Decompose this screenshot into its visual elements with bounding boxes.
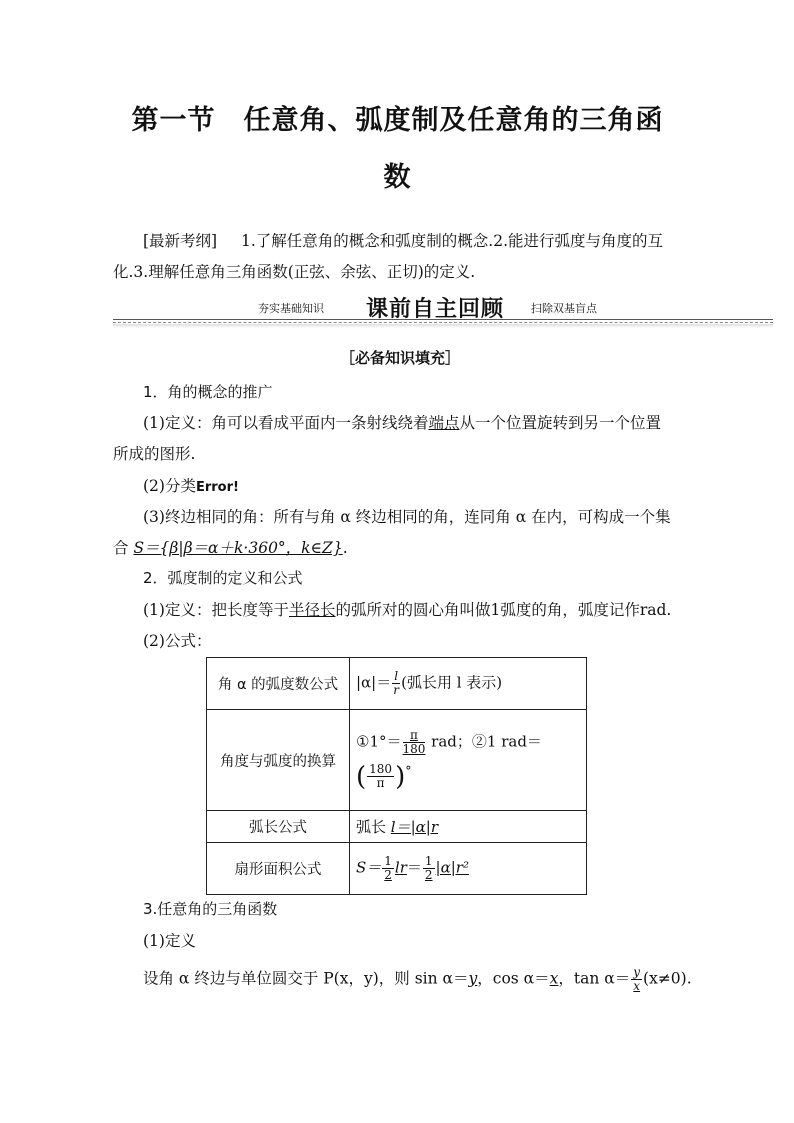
s1-class-error: Error! [195, 480, 239, 495]
s2-def-pre: (1)定义：把长度等于 [143, 601, 289, 619]
s3-definition [143, 966, 692, 993]
frac-num: 1 [384, 854, 392, 868]
table-row [207, 658, 587, 710]
table-row [207, 811, 587, 843]
r3-pre: 弧长 [356, 818, 391, 836]
fraction [403, 729, 426, 756]
frac-num: y [633, 965, 641, 979]
r1-pre: |α|＝ [356, 673, 392, 692]
page-title: 第一节 任意角、弧度制及任意角的三角函 [131, 105, 664, 136]
r1-post: (弧长用 l 表示) [401, 673, 503, 692]
s3-heading: 3.任意角的三角函数 [143, 900, 278, 918]
banner-shadow [113, 324, 773, 328]
r2-a: ①1°＝ [356, 732, 402, 750]
s2-definition [143, 598, 671, 620]
s1-coterm-set: S＝{β|β＝α＋k·360°，k∈Z} [133, 539, 343, 557]
outline-tag: [最新考纲] [143, 232, 218, 250]
s3-subheading: (1)定义 [143, 932, 196, 950]
banner-left: 夯实基础知识 [258, 302, 324, 315]
banner-rule [113, 319, 773, 320]
s3-sin-answer: y [468, 969, 478, 988]
s2-heading: 2．弧度制的定义和公式 [143, 569, 303, 587]
fraction [423, 855, 435, 882]
s1-coterminal-line1: (3)终边相同的角：所有与角 α 终边相同的角，连同角 α 在内，可构成一个集 [143, 508, 671, 526]
frac-num: 1 [424, 854, 433, 868]
frac-den: 180 [402, 741, 426, 756]
table-row-value [350, 811, 587, 843]
fraction [367, 763, 394, 790]
table-row-label: 弧长公式 [207, 811, 350, 843]
frac-den: r [393, 683, 400, 697]
table-row-label: 扇形面积公式 [207, 843, 350, 895]
frac-den: 2 [384, 868, 392, 882]
r3-answer: l＝|α|r [390, 818, 438, 836]
s1-definition [143, 411, 661, 433]
s1-def-pre: (1)定义：角可以看成平面内一条射线绕着 [143, 414, 429, 432]
section-heading: ［必备知识填充］ [340, 349, 461, 367]
s1-heading: 1．角的概念的推广 [143, 383, 273, 401]
s3-c: ，tan α＝ [558, 969, 631, 988]
s1-coterm-post: . [342, 539, 348, 557]
fraction [382, 855, 394, 882]
frac-num: 180 [369, 762, 393, 776]
s1-definition-line2: 所成的图形. [113, 445, 196, 463]
s2-def-post: 的弧所对的圆心角叫做1弧度的角，弧度记作rad. [335, 601, 672, 619]
s1-def-post: 从一个位置旋转到另一个位置 [459, 414, 661, 432]
s2-def-answer: 半径长 [288, 601, 336, 619]
s1-def-answer: 端点 [428, 414, 460, 432]
s2-formula-label: (2)公式： [143, 632, 212, 650]
banner-title: 课前自主回顾 [366, 297, 505, 322]
r4-eq: ＝ [406, 858, 422, 877]
paren-left: ( [356, 761, 367, 792]
table-row [207, 710, 587, 811]
s3-b: ，cos α＝ [477, 969, 550, 988]
table-row-value [350, 658, 587, 710]
table-row-label: 角 α 的弧度数公式 [207, 658, 350, 710]
s3-d: (x≠0). [643, 969, 692, 988]
frac-den: x [633, 979, 641, 993]
table-row-label: 角度与弧度的换算 [207, 710, 350, 811]
s3-cos-answer: x [549, 969, 559, 988]
formula-table [206, 657, 587, 895]
s1-classification [143, 474, 239, 496]
s1-coterminal-line2 [113, 536, 348, 558]
fraction [392, 670, 400, 697]
s1-class-pre: (2)分类 [143, 477, 196, 495]
frac-den: π [376, 776, 385, 790]
outline-line-2: 化.3.理解任意角三角函数(正弦、余弦、正切)的定义. [113, 263, 476, 281]
s1-coterm-pre: 合 [113, 539, 134, 557]
frac-den: 2 [424, 868, 433, 882]
banner-right: 扫除双基盲点 [531, 302, 597, 315]
outline-line-1 [143, 229, 663, 251]
banner-dashed-rule [113, 322, 773, 323]
r4-pre: S＝ [356, 858, 382, 877]
outline-text-1: 1.了解任意角的概念和弧度制的概念.2.能进行弧度与角度的互 [240, 232, 663, 250]
frac-num: l [394, 669, 399, 683]
page-title-continued: 数 [383, 162, 412, 193]
s3-a: 设角 α 终边与单位圆交于 P(x，y)，则 sin α＝ [143, 969, 469, 988]
table-row-value [350, 710, 587, 811]
fraction [631, 966, 642, 993]
r2-b: rad；②1 rad＝ [426, 732, 542, 750]
table-row [207, 843, 587, 895]
table-row-value [350, 843, 587, 895]
frac-num: π [403, 729, 426, 743]
r4-m2: |α|r² [435, 858, 469, 877]
r4-m1: lr [394, 858, 407, 877]
degree-sign: ° [405, 762, 412, 778]
paren-right: ) [395, 761, 406, 792]
